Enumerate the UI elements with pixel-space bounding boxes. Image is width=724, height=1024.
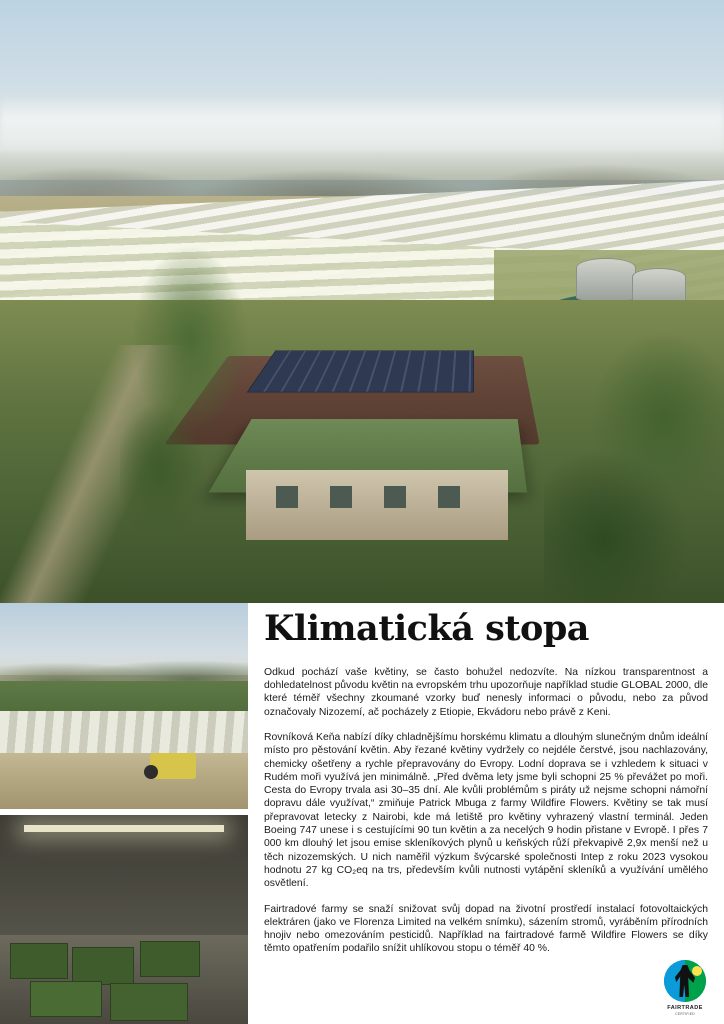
flower-crate bbox=[140, 941, 200, 977]
article-paragraph: Rovníková Keňa nabízí díky chladnějšímu horskému klimatu a dlouhým slunečným dnům ideální místo pro pěstování květin. Aby řezané květiny vydržely co nejdéle čerstvé, jsou nachlazovány, chemicky ošetřeny a rychle přepravovány do Evropy. Lodní doprava se i vzhledem k situaci v Rudém moři využívá jen minimálně. „Před dvěma lety jsme byli schopni 25 % převážet po moři. Cesta do Evropy trvala asi 30–35 dní. Ale kvůli problémům s piráty už nejsme schopni námořní dopravu dále využívat,“ zmiňuje Patrick Mbuga z farmy Wildfire Flowers. Květiny se tak musí přepravovat letecky z Nairobi, kde má letiště pro květiny vyhrazený vlastní terminál. Jeden Boeing 747 unese i s cestujícími 90 tun květin a za necelých 9 hodin přistane v Evropě. I přes 7 000 km dlouhý let jsou emise skleníkových plynů u keňských růží překvapivě 2,9x menší než u těch nizozemských. U nich naměřil výzkum švýcarské společnosti Intep z roku 2023 vysokou hodnotu 27 kg CO₂eq na trs, především kvůli nutnosti vytápění skleníků a využívání umělého osvětlení. bbox=[264, 731, 708, 890]
flower-crate bbox=[110, 983, 188, 1021]
article-paragraph: Odkud pochází vaše květiny, se často bohužel nedozvíte. Na nízkou transparentnost a dohledatelnost původu květin na evropském trhu upozorňuje například studie GLOBAL 2000, dle které téměř všechny zkoumané vzorky buď nenesly informaci o původu, nebo za původ označovaly Nizozemí, ač pocházely z Etiopie, Ekvádoru nebo právě z Keni. bbox=[264, 666, 708, 718]
fairtrade-mark-icon bbox=[664, 960, 706, 1002]
photo-packing-hall bbox=[0, 815, 248, 1024]
building-window bbox=[330, 486, 352, 508]
greenhouse-row bbox=[0, 711, 248, 757]
water-tank bbox=[576, 258, 636, 302]
solar-panel-array bbox=[247, 350, 474, 392]
cloud-band bbox=[0, 95, 724, 150]
fairtrade-logo bbox=[657, 960, 713, 1016]
sun-icon bbox=[692, 966, 702, 976]
tractor bbox=[150, 753, 196, 779]
building-window bbox=[384, 486, 406, 508]
fairtrade-logo-subtitle: CERTIFIED bbox=[675, 1012, 695, 1016]
hall-wall bbox=[0, 815, 248, 939]
article-paragraph: Fairtradové farmy se snaží snižovat svůj dopad na životní prostředí instalací fotovoltaických elektráren (jako ve Florenza Limited na velkém snímku), sázením stromů, vyráběním přírodních hnojiv nebo omezováním pesticidů. Například na fairtradové farmě Wildfire Flowers se díky těmto opatřením podařilo snížit uhlíkovou stopu o téměř 40 %. bbox=[264, 903, 708, 955]
ceiling-lamp bbox=[24, 825, 224, 832]
dirt-ground bbox=[0, 753, 248, 809]
tree-left bbox=[120, 230, 270, 560]
tree-right bbox=[544, 330, 724, 603]
article-title: Klimatická stopa bbox=[264, 608, 589, 649]
article bbox=[264, 603, 708, 956]
building-window bbox=[276, 486, 298, 508]
flower-crate bbox=[10, 943, 68, 979]
flower-crate bbox=[30, 981, 102, 1017]
photo-greenhouse-road bbox=[0, 603, 248, 809]
building-window bbox=[438, 486, 460, 508]
hills bbox=[0, 651, 248, 685]
flower-crate bbox=[72, 947, 134, 985]
fairtrade-logo-name: FAIRTRADE bbox=[667, 1005, 703, 1011]
